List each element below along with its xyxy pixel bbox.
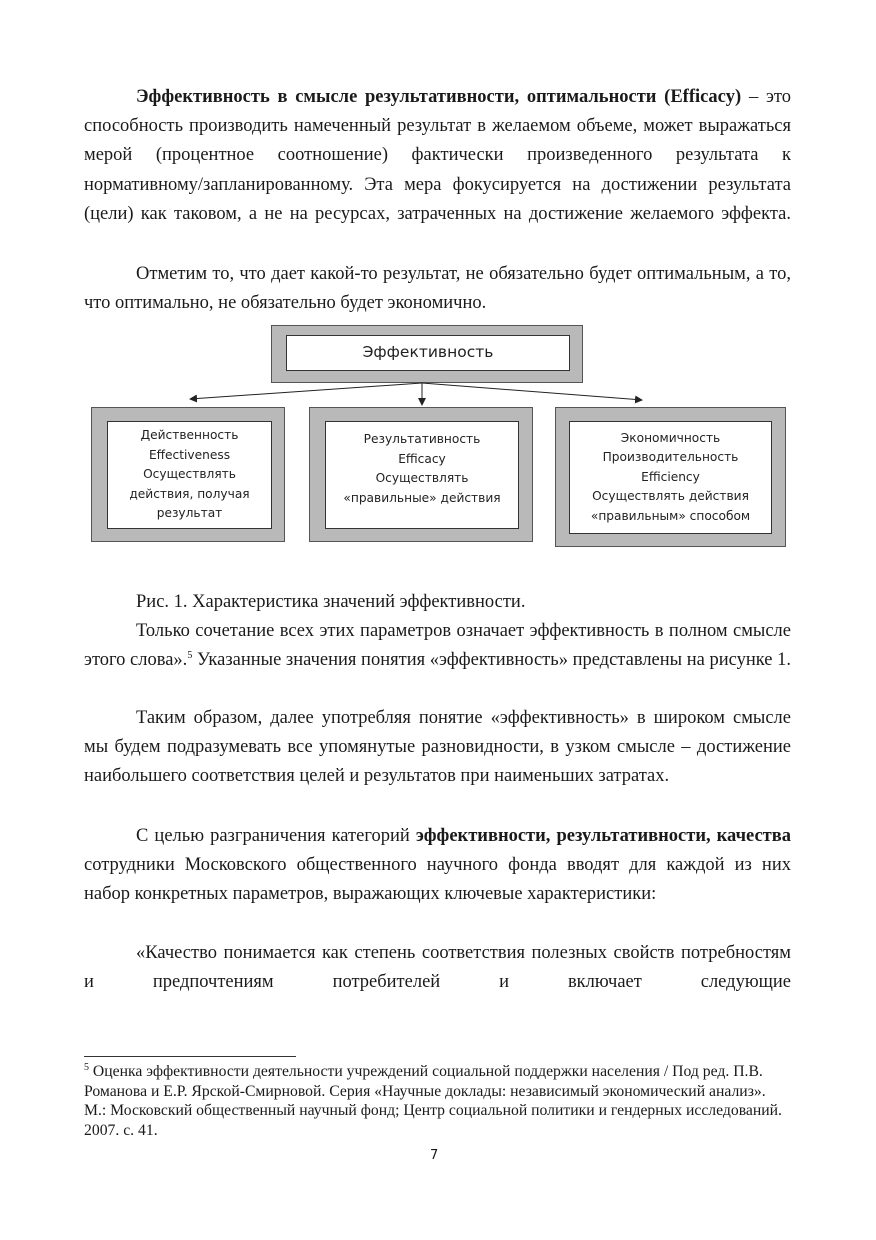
box-left-line-3: Осуществлять — [143, 467, 236, 482]
definition-text: – это способность производить намеченный результат в желаемом объеме, может выражаться мерой (процентное соотношение) фактически произведенного результата к нормативному/запланированному. Эта мера фокусируется на достижении результата (цели) как таковом, а не на ресурсах, затраченных на достижение желаемого эффекта. — [84, 87, 791, 224]
top-box-effectiveness — [286, 335, 570, 371]
box-right-line-5: «правильным» способом — [590, 508, 751, 523]
combination-text-a: Только сочетание всех этих параметров означает эффективность в полном смысле этого слова». — [84, 621, 791, 671]
box-middle-line-4: «правильные» действия — [343, 490, 501, 505]
box-right-line-3: Efficiency — [641, 469, 700, 484]
box-left-line-4: действия, получая — [129, 486, 250, 501]
footnote-mark: 5 — [84, 1061, 89, 1073]
box-middle-line-1: Результативность — [363, 432, 481, 446]
box-middle-line-3: Осуществлять — [375, 471, 469, 486]
box-left-line-2: Effectiveness — [148, 447, 231, 462]
footnote-reference[interactable]: 5 — [187, 650, 193, 662]
paragraph-broad-sense — [84, 704, 791, 792]
footnote — [84, 1062, 784, 1140]
box-right-line-1: Экономичность — [620, 430, 721, 445]
broad-sense-text: Таким образом, далее употребляя понятие «эффективность» в широком смысле мы будем подразумевать все упомянутые разновидности, в узком смысле – достижение наибольшего соответствия целей и результатов при наименьших затратах. — [84, 708, 791, 787]
arrow-right — [422, 383, 642, 400]
figure-caption: Рис. 1. Характеристика значений эффективности. — [136, 592, 526, 612]
box-right-line-2: Производительность — [602, 450, 739, 465]
paragraph-efficacy-definition — [84, 83, 791, 229]
combination-text-b: Указанные значения понятия «эффективность» представлены на рисунке 1. — [192, 650, 791, 671]
categories-text-b: сотрудники Московского общественного научного фонда вводят для каждой из них набор конкретных параметров, выражающих ключевые характеристики: — [84, 855, 791, 905]
optimal-note-text: Отметим то, что дает какой-то результат, не обязательно будет оптимальным, а то, что оптимально, не обязательно будет экономично. — [84, 264, 791, 314]
footnote-divider — [84, 1056, 296, 1057]
paragraph-combination — [84, 617, 791, 675]
box-efficacy — [325, 421, 519, 529]
box-effectiveness — [107, 421, 272, 529]
paragraph-categories — [84, 822, 791, 910]
box-middle-line-2: Efficacy — [398, 451, 446, 466]
top-box-label: Эффективность — [362, 343, 494, 362]
categories-text-a: С целью разграничения категорий — [136, 826, 416, 846]
box-left-line-1: Действенность — [140, 428, 239, 443]
paragraph-quality — [84, 939, 791, 997]
quality-text: «Качество понимается как степень соответствия полезных свойств потребностям и предпочтениям потребителей и включает следующие — [84, 943, 791, 993]
categories-bold-terms: эффективности, результативности, качества — [415, 826, 791, 846]
page-number: 7 — [430, 1148, 439, 1163]
paragraph-optimal-note — [84, 260, 791, 318]
arrow-left — [190, 383, 422, 399]
box-right-line-4: Осуществлять действия — [592, 489, 749, 504]
box-efficiency — [569, 421, 772, 534]
box-left-line-5: результат — [156, 506, 223, 521]
footnote-text: Оценка эффективности деятельности учреждений социальной поддержки населения / Под ред. П.В. Романова и Е.Р. Ярской-Смирновой. Серия «Научные доклады: независимый экономический анализ». М.: Московский общественный научный фонд; Центр социальной политики и гендерных исследований. 2007. с. 41. — [84, 1063, 782, 1139]
term-efficacy: Эффективность в смысле результативности, оптимальности (Efficacy) — [136, 87, 742, 107]
